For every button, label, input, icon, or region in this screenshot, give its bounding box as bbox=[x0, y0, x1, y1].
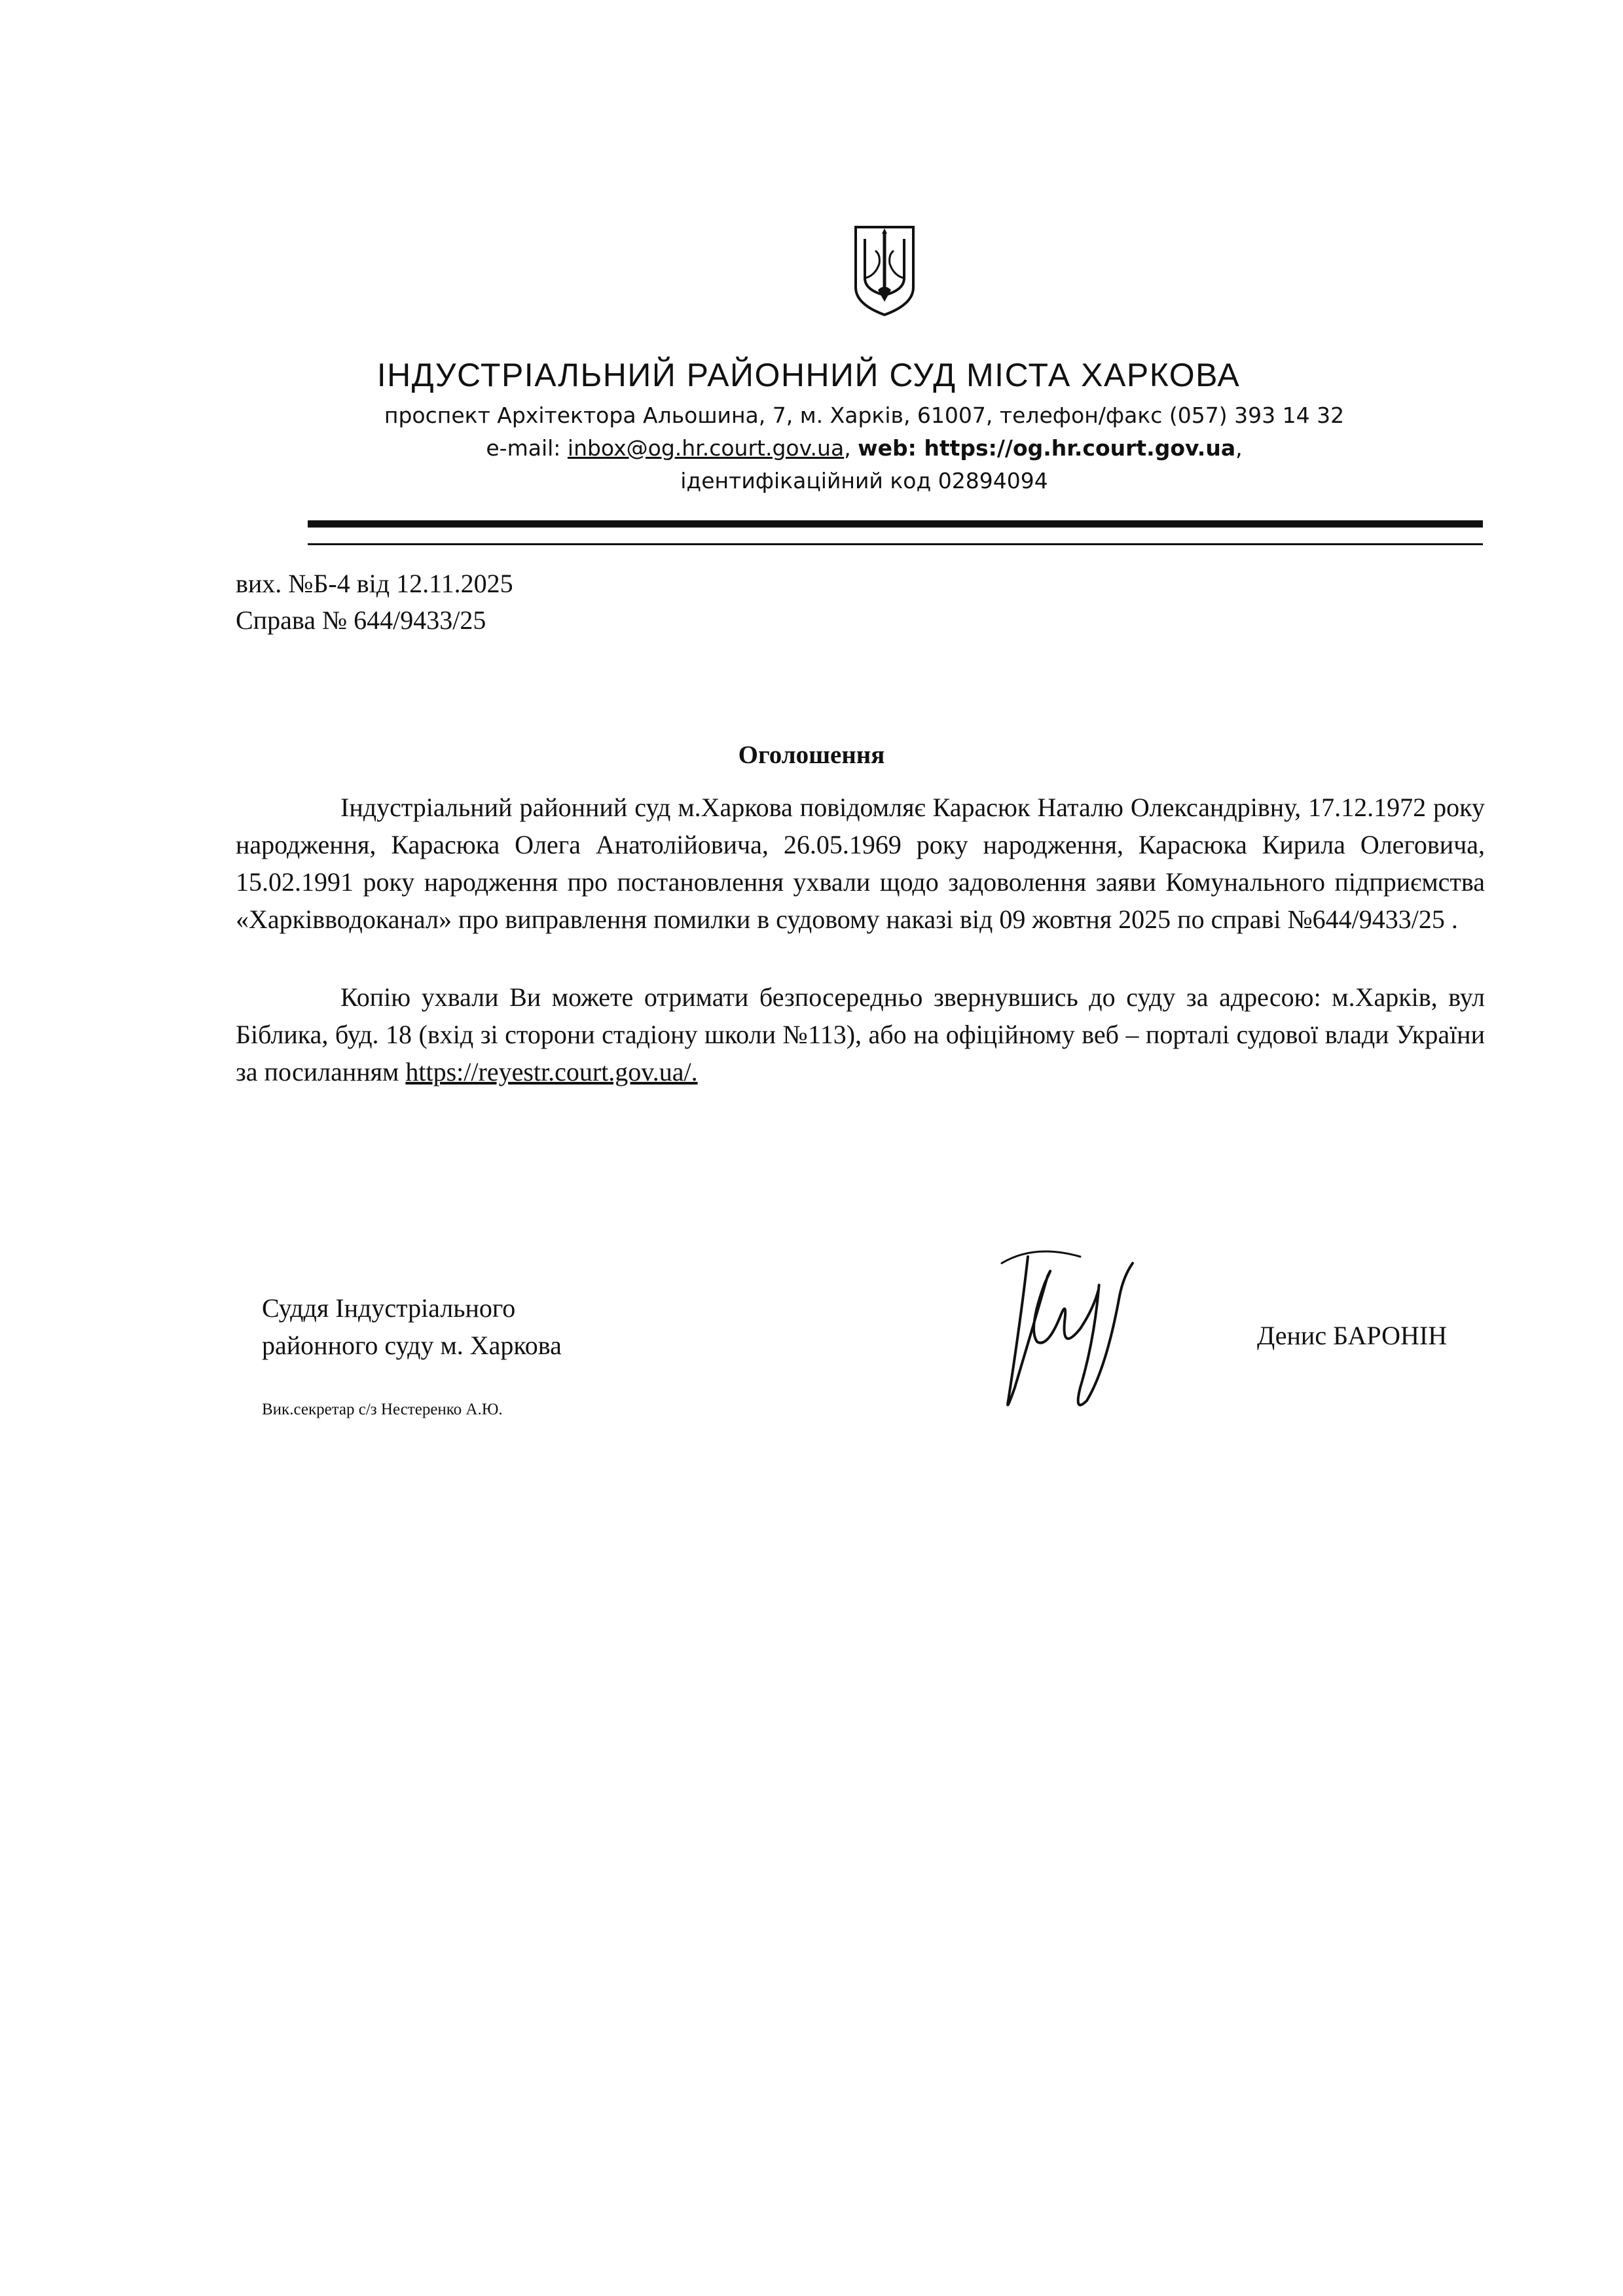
notice-paragraph-2 bbox=[236, 978, 1485, 1090]
identification-code: ідентифікаційний код 02894094 bbox=[680, 468, 1048, 493]
judge-position bbox=[262, 1289, 562, 1364]
header-divider-thin bbox=[308, 543, 1483, 545]
judge-position-line-1: Суддя Індустріального bbox=[262, 1293, 516, 1323]
executor-secretary: Вик.секретар с/з Нестеренко А.Ю. bbox=[262, 1401, 503, 1418]
notice-title: Оголошення bbox=[738, 741, 885, 769]
email-label: e-mail: bbox=[486, 435, 568, 461]
web-end: , bbox=[1235, 435, 1243, 461]
contact-line bbox=[275, 433, 1453, 463]
case-number: Справа № 644/9433/25 bbox=[236, 605, 486, 635]
header-divider-thick bbox=[308, 520, 1483, 528]
web-separator: , bbox=[844, 435, 858, 461]
handwritten-signature bbox=[982, 1237, 1139, 1427]
court-address: проспект Архітектора Альошина, 7, м. Харків, 61007, телефон/факс (057) 393 14 32 bbox=[384, 403, 1345, 428]
trident-emblem-icon bbox=[853, 224, 916, 317]
outgoing-number: вих. №Б-4 від 12.11.2025 bbox=[236, 569, 513, 598]
court-name: ІНДУСТРІАЛЬНИЙ РАЙОННИЙ СУД МІСТА ХАРКОВА bbox=[376, 357, 1241, 393]
judge-position-line-2: районного суду м. Харкова bbox=[262, 1331, 562, 1360]
paragraph-2-text: Копію ухвали Ви можете отримати безпосередньо звернувшись до суду за адресою: м.Харків, вул Біблика, буд. 18 (вхід зі сторони стадіону школи №113), або на офіційному веб – порталі судової влади України за посиланням bbox=[236, 982, 1485, 1086]
email-link[interactable]: inbox@og.hr.court.gov.ua bbox=[567, 435, 845, 461]
notice-paragraph-1: Індустріальний районний суд м.Харкова повідомляє Карасюк Наталю Олександрівну, 17.12.1972 року народження, Карасюка Олега Анатолійовича, 26.05.1969 року народження, Карасюка Кирила Олеговича, 15.02.1991 року народження про постановлення ухвали щодо задоволення заяви Комунального підприємства «Харківводоканал» про виправлення помилки в судовому наказі від 09 жовтня 2025 по справі №644/9433/25 . bbox=[236, 793, 1485, 934]
registry-link[interactable]: https://reyestr.court.gov.ua/. bbox=[405, 1057, 698, 1086]
web-link[interactable]: web: https://og.hr.court.gov.ua bbox=[858, 435, 1236, 461]
judge-name: Денис БАРОНІН bbox=[1257, 1321, 1448, 1350]
